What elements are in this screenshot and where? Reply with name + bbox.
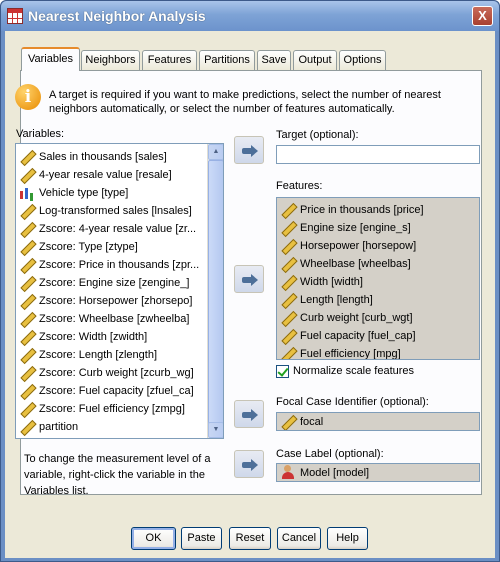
target-label: Target (optional): xyxy=(276,129,359,141)
variable-list-item[interactable] xyxy=(19,166,172,184)
feature-list-item-label: Length [length] xyxy=(300,294,373,306)
variable-list-item-label: Zscore: Fuel efficiency [zmpg] xyxy=(39,403,185,415)
variable-list-item[interactable] xyxy=(19,220,196,238)
ruler-icon xyxy=(280,346,296,360)
ruler-icon xyxy=(280,310,296,324)
ruler-icon xyxy=(19,347,35,361)
ruler-icon xyxy=(19,293,35,307)
tab-save[interactable]: Save xyxy=(257,50,291,70)
ruler-icon xyxy=(280,238,296,252)
measurement-level-hint: To change the measurement level of a variable, right-click the variable in the Variables list. xyxy=(24,453,211,497)
ruler-icon xyxy=(19,239,35,253)
feature-list-item[interactable] xyxy=(280,309,413,327)
ruler-icon xyxy=(280,328,296,342)
feature-list-item-label: Fuel efficiency [mpg] xyxy=(300,348,401,360)
variable-list-item-label: Zscore: Width [zwidth] xyxy=(39,331,148,343)
ruler-icon xyxy=(280,256,296,270)
variable-list-item[interactable] xyxy=(19,382,194,400)
variable-list-item-label: Zscore: Engine size [zengine_] xyxy=(39,277,190,289)
variable-list-item[interactable] xyxy=(19,400,185,418)
scroll-down-button[interactable]: ▼ xyxy=(208,422,224,438)
case-label-field[interactable] xyxy=(276,463,480,482)
focal-value: focal xyxy=(300,416,324,428)
features-listbox[interactable] xyxy=(276,197,480,360)
focal-item[interactable] xyxy=(280,413,323,431)
scroll-thumb[interactable] xyxy=(208,160,224,426)
feature-list-item[interactable] xyxy=(280,219,411,237)
variable-list-item-label: Zscore: Type [ztype] xyxy=(39,241,138,253)
title-bar[interactable] xyxy=(1,1,499,31)
focal-field[interactable] xyxy=(276,412,480,431)
nominal-string-icon xyxy=(280,465,296,479)
variable-list-item-label: Sales in thousands [sales] xyxy=(39,151,167,163)
window-title: Nearest Neighbor Analysis xyxy=(28,8,206,24)
normalize-checkbox[interactable] xyxy=(276,365,289,378)
move-to-target-button[interactable] xyxy=(234,136,264,164)
feature-list-item[interactable] xyxy=(280,291,373,309)
ruler-icon xyxy=(19,365,35,379)
ruler-icon xyxy=(280,292,296,306)
variables-label: Variables: xyxy=(16,128,65,140)
move-to-focal-button[interactable] xyxy=(234,400,264,428)
feature-list-item[interactable] xyxy=(280,201,424,219)
feature-list-item[interactable] xyxy=(280,237,416,255)
move-to-case-label-button[interactable] xyxy=(234,450,264,478)
case-label-label: Case Label (optional): xyxy=(276,448,384,460)
scroll-up-button[interactable]: ▲ xyxy=(208,144,224,160)
feature-list-item[interactable] xyxy=(280,273,363,291)
variable-list-item-label: Zscore: Curb weight [zcurb_wg] xyxy=(39,367,194,379)
move-to-features-button[interactable] xyxy=(234,265,264,293)
variable-list-item[interactable] xyxy=(19,148,167,166)
variable-list-item[interactable] xyxy=(19,238,138,256)
ruler-icon xyxy=(19,383,35,397)
variable-list-item[interactable] xyxy=(19,202,192,220)
help-button[interactable]: Help xyxy=(327,527,368,550)
feature-list-item[interactable] xyxy=(280,327,416,345)
ruler-icon xyxy=(19,203,35,217)
bar-chart-icon xyxy=(19,185,35,199)
feature-list-item-label: Fuel capacity [fuel_cap] xyxy=(300,330,416,342)
variable-list-item[interactable] xyxy=(19,346,157,364)
feature-list-item-label: Horsepower [horsepow] xyxy=(300,240,417,252)
info-icon: i xyxy=(15,84,41,110)
ruler-icon xyxy=(19,167,35,181)
spss-app-icon xyxy=(7,8,23,24)
variable-list-item-label: partition xyxy=(39,421,79,433)
variables-listbox[interactable] xyxy=(15,143,224,439)
reset-button[interactable]: Reset xyxy=(229,527,271,550)
variable-list-item-label: Zscore: Price in thousands [zpr... xyxy=(39,259,200,271)
case-label-item[interactable] xyxy=(280,464,369,482)
ruler-icon xyxy=(19,257,35,271)
feature-list-item-label: Wheelbase [wheelbas] xyxy=(300,258,411,270)
variables-scrollbar[interactable] xyxy=(207,144,223,438)
target-field[interactable] xyxy=(276,145,480,164)
variable-list-item[interactable] xyxy=(19,292,192,310)
variable-list-item[interactable] xyxy=(19,184,128,202)
tab-options[interactable]: Options xyxy=(339,50,386,70)
ruler-icon xyxy=(280,202,296,216)
variable-list-item[interactable] xyxy=(19,310,189,328)
case-label-value: Model [model] xyxy=(300,467,370,479)
variable-list-item-label: Zscore: Wheelbase [zwheelba] xyxy=(39,313,190,325)
variable-list-item[interactable] xyxy=(19,418,78,436)
dialog-body xyxy=(5,31,495,558)
variable-list-item-label: Zscore: Horsepower [zhorsepo] xyxy=(39,295,193,307)
tab-partitions[interactable]: Partitions xyxy=(199,50,255,70)
ruler-icon xyxy=(280,414,296,428)
variable-list-item[interactable] xyxy=(19,328,147,346)
ruler-icon xyxy=(19,221,35,235)
variable-list-item-label: 4-year resale value [resale] xyxy=(39,169,172,181)
variable-list-item[interactable] xyxy=(19,256,199,274)
variable-list-item-label: Zscore: Fuel capacity [zfuel_ca] xyxy=(39,385,194,397)
variable-list-item-label: Log-transformed sales [lnsales] xyxy=(39,205,192,217)
ruler-icon xyxy=(19,329,35,343)
ruler-icon xyxy=(19,419,35,433)
normalize-label: Normalize scale features xyxy=(293,365,415,377)
variable-list-item[interactable] xyxy=(19,274,189,292)
variable-list-item[interactable] xyxy=(19,364,194,382)
info-message: A target is required if you want to make predictions, select the number of nearest neighbors automatically, or select the number of features automatically. xyxy=(49,89,441,115)
variable-list-item-label: Zscore: Length [zlength] xyxy=(39,349,158,361)
variable-list-item-label: Zscore: 4-year resale value [zr... xyxy=(39,223,197,235)
ok-button[interactable]: OK xyxy=(131,527,176,550)
variable-list-item-label: Vehicle type [type] xyxy=(39,187,129,199)
ruler-icon xyxy=(19,401,35,415)
ruler-icon xyxy=(19,149,35,163)
ruler-icon xyxy=(19,275,35,289)
tab-output[interactable]: Output xyxy=(293,50,337,70)
feature-list-item-label: Width [width] xyxy=(300,276,363,288)
features-label: Features: xyxy=(276,180,323,192)
feature-list-item-label: Curb weight [curb_wgt] xyxy=(300,312,413,324)
ruler-icon xyxy=(19,311,35,325)
tab-variables[interactable]: Variables xyxy=(21,47,80,71)
feature-list-item[interactable] xyxy=(280,255,411,273)
feature-list-item[interactable] xyxy=(280,345,401,360)
ruler-icon xyxy=(280,274,296,288)
close-button[interactable]: X xyxy=(472,6,493,26)
tab-neighbors[interactable]: Neighbors xyxy=(81,50,140,70)
paste-button[interactable]: Paste xyxy=(181,527,222,550)
feature-list-item-label: Engine size [engine_s] xyxy=(300,222,411,234)
cancel-button[interactable]: Cancel xyxy=(277,527,321,550)
tab-features[interactable]: Features xyxy=(142,50,197,70)
ruler-icon xyxy=(280,220,296,234)
feature-list-item-label: Price in thousands [price] xyxy=(300,204,424,216)
focal-label: Focal Case Identifier (optional): xyxy=(276,396,429,408)
